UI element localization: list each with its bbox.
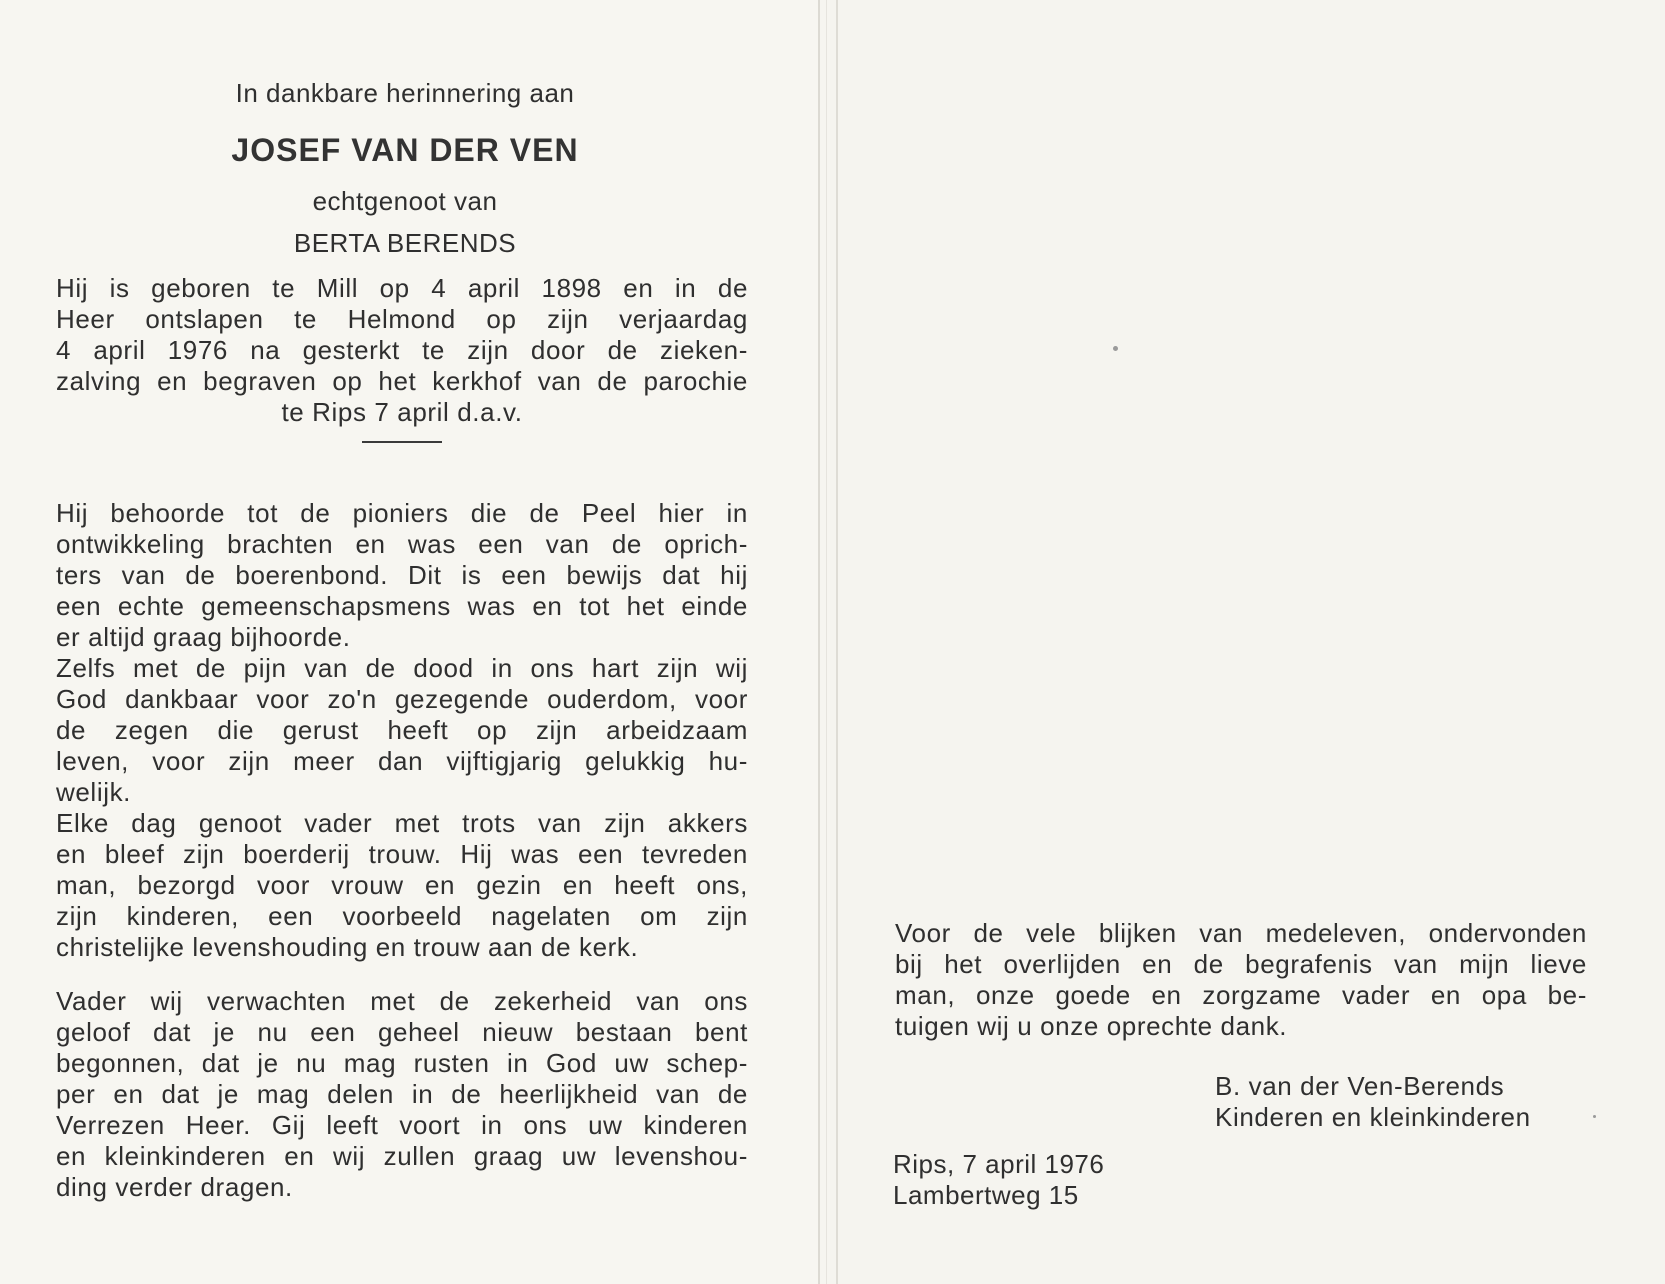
text-line: man, onze goede en zorgzame vader en opa be- (895, 980, 1587, 1010)
address-line: Rips, 7 april 1976 (893, 1149, 1105, 1179)
text-line: en bleef zijn boerderij trouw. Hij was een tevreden (56, 839, 748, 869)
text-line: Heer ontslapen te Helmond op zijn verjaardag (56, 304, 748, 334)
text-line: per en dat je mag delen in de heerlijkheid van de (56, 1079, 748, 1109)
text-line: een echte gemeenschapsmens was en tot het einde (56, 591, 748, 621)
text-line: Hij is geboren te Mill op 4 april 1898 en in de (56, 273, 748, 303)
paper-speck (1113, 346, 1118, 351)
text-line: man, bezorgd voor vrouw en gezin en heeft ons, (56, 870, 748, 900)
signature-line: Kinderen en kleinkinderen (1215, 1102, 1531, 1132)
text-line: bij het overlijden en de begrafenis van mijn lieve (895, 949, 1587, 979)
pioneer-paragraph (56, 498, 748, 653)
text-line: tuigen wij u onze oprechte dank. (895, 1011, 1288, 1041)
family-signature (1215, 1071, 1531, 1133)
text-line: welijk. (56, 777, 131, 807)
fold-line (826, 0, 827, 1284)
fold-line (818, 0, 820, 1284)
text-line: ontwikkeling brachten en was een van de oprich- (56, 529, 748, 559)
text-line: Voor de vele blijken van medeleven, ondervonden (895, 918, 1587, 948)
thanks-paragraph (895, 918, 1587, 1042)
bio-paragraph (56, 273, 748, 428)
text-line: ters van de boerenbond. Dit is een bewijs dat hij (56, 560, 748, 590)
text-line: Verrezen Heer. Gij leeft voort in ons uw kinderen (56, 1110, 748, 1140)
text-line: er altijd graag bijhoorde. (56, 622, 351, 652)
signature-line: B. van der Ven-Berends (1215, 1071, 1505, 1101)
paper-speck (1593, 1115, 1596, 1118)
text-line: te Rips 7 april d.a.v. (281, 397, 523, 427)
text-line: zijn kinderen, een voorbeeld nagelaten om zijn (56, 901, 748, 931)
deceased-name: JOSEF VAN DER VEN (231, 132, 579, 168)
spouse-label: echtgenoot van (312, 186, 498, 216)
farm-paragraph (56, 808, 748, 963)
address-line: Lambertweg 15 (893, 1180, 1079, 1210)
text-line: 4 april 1976 na gesterkt te zijn door de zieken- (56, 335, 748, 365)
text-line: leven, voor zijn meer dan vijftigjarig gelukkig hu- (56, 746, 748, 776)
text-line: Elke dag genoot vader met trots van zijn akkers (56, 808, 748, 838)
text-line: en kleinkinderen en wij zullen graag uw levenshou- (56, 1141, 748, 1171)
text-line: ding verder dragen. (56, 1172, 293, 1202)
faith-paragraph (56, 986, 748, 1203)
text-line: zalving en begraven op het kerkhof van de parochie (56, 366, 748, 396)
divider (362, 441, 442, 443)
text-line: Vader wij verwachten met de zekerheid van ons (56, 986, 748, 1016)
text-line: geloof dat je nu een geheel nieuw bestaan bent (56, 1017, 748, 1047)
text-line: Zelfs met de pijn van de dood in ons hart zijn wij (56, 653, 748, 683)
spouse-name: BERTA BERENDS (293, 228, 517, 258)
fold-line (836, 0, 838, 1284)
text-line: christelijke levenshouding en trouw aan de kerk. (56, 932, 639, 962)
gratitude-paragraph (56, 653, 748, 808)
place-date-address (893, 1149, 1104, 1211)
intro-text: In dankbare herinnering aan (235, 78, 575, 108)
text-line: Hij behoorde tot de pioniers die de Peel hier in (56, 498, 748, 528)
text-line: God dankbaar voor zo'n gezegende ouderdom, voor (56, 684, 748, 714)
text-line: de zegen die gerust heeft op zijn arbeidzaam (56, 715, 748, 745)
text-line: begonnen, dat je nu mag rusten in God uw schep- (56, 1048, 748, 1078)
